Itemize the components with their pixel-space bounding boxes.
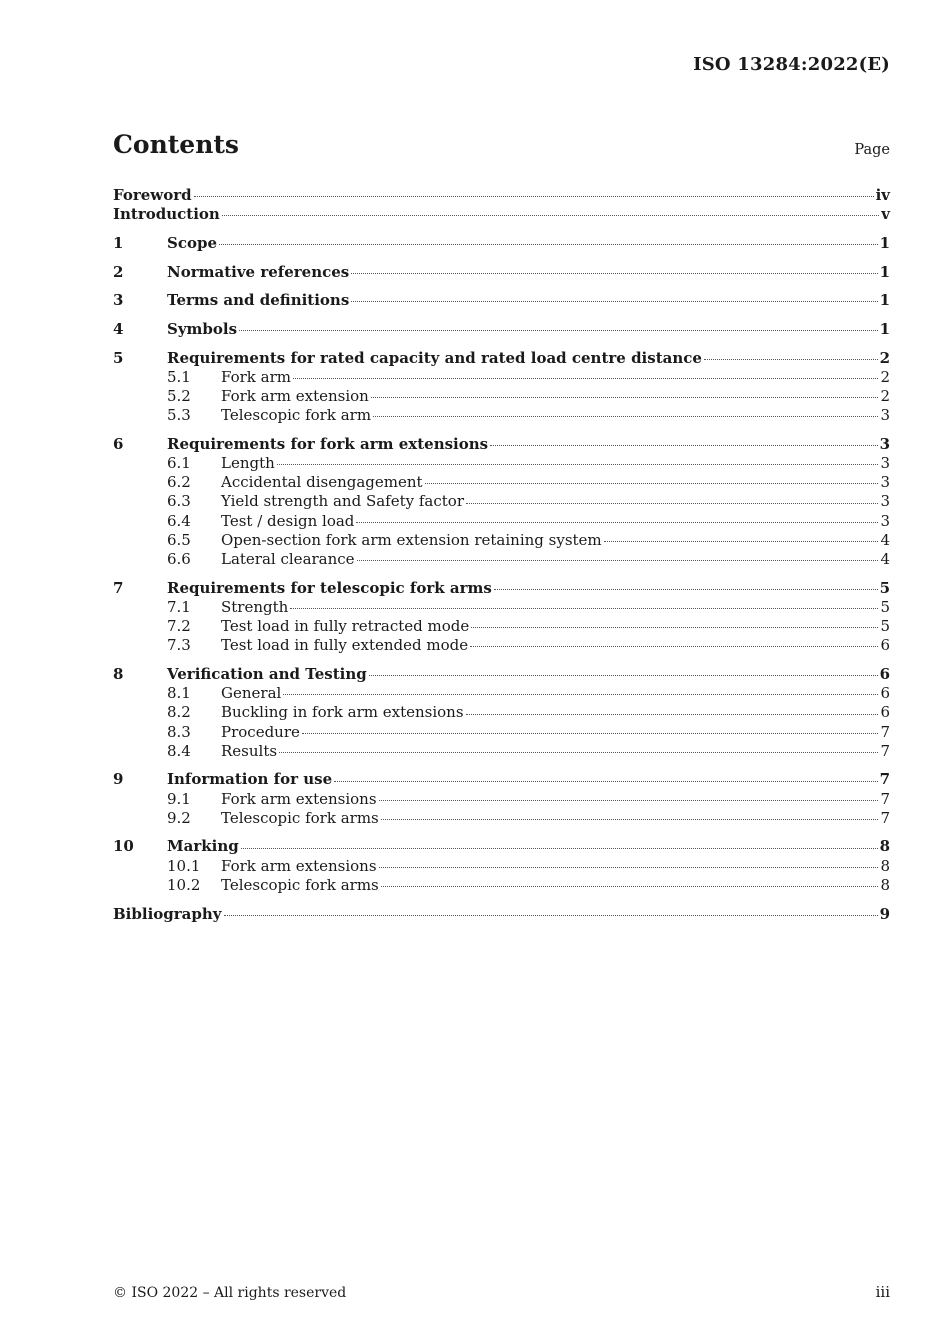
toc-entry[interactable] — [113, 742, 890, 761]
toc-entry-title[interactable]: Test load in fully retracted mode — [221, 617, 470, 636]
toc-entry-number: 8.3 — [167, 722, 191, 741]
dot-leader — [604, 540, 879, 542]
dot-leader — [369, 674, 878, 676]
dot-leader — [279, 751, 878, 753]
page-column-label: Page — [854, 142, 890, 158]
toc-entry-page[interactable]: 2 — [879, 348, 890, 367]
toc-entry-number: 5.2 — [167, 387, 191, 405]
toc-entry-title[interactable]: Test load in fully extended mode — [221, 636, 469, 655]
toc-entry-title[interactable]: Fork arm extensions — [221, 789, 377, 808]
toc-entry[interactable] — [113, 837, 890, 856]
toc-entry-page[interactable]: 8 — [880, 875, 890, 894]
toc-entry[interactable] — [113, 703, 890, 722]
toc-entry-title[interactable]: Requirements for telescopic fork arms — [167, 578, 492, 597]
dot-leader — [470, 645, 878, 647]
dot-leader — [290, 607, 878, 609]
toc-entry-number: 9 — [113, 770, 124, 789]
toc-entry[interactable] — [113, 492, 890, 511]
toc-entry-number: 2 — [113, 262, 124, 281]
toc-entry[interactable] — [113, 406, 890, 425]
toc-entry[interactable] — [113, 291, 890, 310]
toc-entry[interactable] — [113, 790, 890, 809]
toc-entry[interactable] — [113, 320, 890, 339]
dot-leader — [293, 377, 878, 379]
contents-title: Contents — [113, 130, 240, 159]
toc-entry[interactable] — [113, 598, 890, 617]
toc-entry-page[interactable]: 1 — [879, 233, 890, 252]
dot-leader — [241, 847, 878, 849]
toc-entry-page[interactable]: 2 — [880, 387, 890, 405]
toc-entry-page[interactable]: 3 — [880, 492, 890, 511]
toc-entry-number: 4 — [113, 319, 124, 338]
toc-entry[interactable] — [113, 770, 890, 789]
dot-leader — [490, 444, 877, 446]
toc-entry-number: 6 — [113, 434, 124, 453]
dot-leader — [222, 214, 879, 216]
toc-entry-page[interactable]: 1 — [879, 319, 890, 338]
toc-entry-title[interactable]: Marking — [167, 837, 239, 856]
toc-entry-title[interactable]: Results — [221, 741, 278, 760]
dot-leader — [194, 195, 874, 197]
toc-entry[interactable] — [113, 454, 890, 473]
toc-entry-number: 6.6 — [167, 550, 191, 568]
toc-entry-title[interactable]: Telescopic fork arms — [221, 808, 379, 827]
toc-entry-title[interactable]: General — [221, 684, 282, 703]
toc-entry[interactable] — [113, 876, 890, 895]
toc-entry-page[interactable]: 7 — [880, 808, 890, 827]
toc-entry-page[interactable]: 1 — [879, 291, 890, 310]
toc-entry-number: 7.2 — [167, 617, 191, 636]
toc-entry-number: 6.3 — [167, 492, 191, 511]
page-number: iii — [875, 1283, 890, 1301]
dot-leader — [356, 521, 878, 523]
toc-entry[interactable] — [113, 512, 890, 531]
toc-entry[interactable] — [113, 234, 890, 253]
toc-entry[interactable] — [113, 579, 890, 598]
toc-entry-title[interactable]: Test / design load — [221, 511, 355, 530]
toc-entry-page[interactable]: 4 — [880, 550, 890, 568]
toc-entry-title[interactable]: Information for use — [167, 770, 333, 789]
dot-leader — [371, 396, 879, 398]
toc-entry[interactable] — [113, 550, 890, 569]
toc-entry-title[interactable]: Requirements for rated capacity and rated load centre distance — [167, 348, 702, 367]
toc-entry-title[interactable]: Terms and definitions — [167, 291, 350, 310]
dot-leader — [494, 588, 878, 590]
toc-entry-title[interactable]: Normative references — [167, 262, 350, 281]
toc-entry-page[interactable]: 7 — [880, 722, 890, 741]
dot-leader — [239, 329, 878, 331]
dot-leader — [466, 713, 879, 715]
toc-entry-page[interactable]: 1 — [879, 262, 890, 281]
toc-entry[interactable] — [113, 636, 890, 655]
toc-entry-page[interactable]: 3 — [880, 454, 890, 473]
toc-entry-page[interactable]: 4 — [880, 530, 890, 549]
toc-entry[interactable] — [113, 263, 890, 282]
toc-entry[interactable] — [113, 205, 890, 224]
toc-entry[interactable] — [113, 387, 890, 406]
toc-entry-page[interactable]: 3 — [880, 511, 890, 530]
toc-entry-page[interactable]: 8 — [879, 837, 890, 856]
toc-entry-page[interactable]: 6 — [880, 636, 890, 655]
toc-entry[interactable] — [113, 723, 890, 742]
toc-entry[interactable] — [113, 531, 890, 550]
toc-entry-number: 3 — [113, 291, 124, 310]
toc-entry[interactable] — [113, 809, 890, 828]
toc-entry-number: 9.2 — [167, 808, 191, 827]
dot-leader — [381, 885, 879, 887]
toc-entry-title[interactable]: Buckling in fork arm extensions — [221, 703, 464, 722]
toc-entry-number: 8.4 — [167, 741, 191, 760]
dot-leader — [466, 502, 878, 504]
toc-entry-number: 8.2 — [167, 703, 191, 722]
toc-entry-title[interactable]: Foreword — [113, 186, 192, 204]
toc-entry[interactable] — [113, 186, 890, 205]
dot-leader — [302, 732, 879, 734]
toc-entry-number: 6.4 — [167, 511, 191, 530]
toc-entry-page[interactable]: 3 — [880, 406, 890, 425]
toc-entry-page[interactable]: 8 — [880, 856, 890, 875]
toc-entry-title[interactable]: Scope — [167, 233, 218, 252]
toc-entry-page[interactable]: 5 — [880, 617, 890, 636]
toc-entry-number: 5.3 — [167, 406, 191, 425]
toc-entry[interactable] — [113, 665, 890, 684]
document-id: ISO 13284:2022(E) — [693, 54, 890, 75]
dot-leader — [334, 780, 877, 782]
toc-entry-page[interactable]: 6 — [880, 703, 890, 722]
toc-entry-title[interactable]: Yield strength and Safety factor — [221, 492, 464, 511]
toc-entry-title[interactable]: Accidental disengagement — [221, 473, 423, 492]
toc-entry[interactable] — [113, 368, 890, 387]
dot-leader — [381, 818, 879, 820]
toc-entry-page[interactable]: 7 — [879, 770, 890, 789]
toc-entry-number: 7.1 — [167, 597, 191, 616]
dot-leader — [379, 866, 879, 868]
dot-leader — [283, 693, 878, 695]
toc-entry-page[interactable]: 7 — [880, 789, 890, 808]
toc-entry[interactable] — [113, 349, 890, 368]
toc-entry-page[interactable]: 9 — [879, 904, 890, 923]
toc-entry-title[interactable]: Fork arm extensions — [221, 856, 377, 875]
toc-entry-title[interactable]: Procedure — [221, 722, 300, 741]
toc-entry-page[interactable]: 5 — [879, 578, 890, 597]
toc-entry-title[interactable]: Symbols — [167, 319, 238, 338]
toc-entry-page[interactable]: 3 — [879, 434, 890, 453]
toc-entry-number: 8 — [113, 664, 124, 683]
dot-leader — [351, 272, 877, 274]
toc-entry-number: 10 — [113, 837, 134, 856]
toc-entry-number: 10.2 — [167, 875, 201, 894]
toc-entry-title[interactable]: Lateral clearance — [221, 550, 355, 568]
toc-entry[interactable] — [113, 435, 890, 454]
toc-entry-page[interactable]: 6 — [880, 684, 890, 703]
dot-leader — [373, 415, 878, 417]
toc-entry-number: 8.1 — [167, 684, 191, 703]
toc-entry-number: 6.2 — [167, 473, 191, 492]
dot-leader — [379, 799, 879, 801]
toc-entry[interactable] — [113, 473, 890, 492]
dot-leader — [425, 482, 879, 484]
toc-entry-title[interactable]: Length — [221, 454, 275, 473]
toc-entry-title[interactable]: Fork arm — [221, 367, 291, 386]
toc-entry-number: 7 — [113, 578, 124, 597]
toc-entry-title[interactable]: Bibliography — [113, 904, 222, 923]
dot-leader — [277, 463, 879, 465]
toc-entry-title[interactable]: Verification and Testing — [167, 664, 367, 683]
dot-leader — [471, 626, 878, 628]
toc-entry-title[interactable]: Strength — [221, 597, 289, 616]
toc-entry-title[interactable]: Open-section fork arm extension retaining system — [221, 530, 602, 549]
dot-leader — [357, 559, 879, 561]
dot-leader — [219, 243, 878, 245]
toc-entry-page[interactable]: 7 — [880, 741, 890, 760]
toc-entry-title[interactable]: Fork arm extension — [221, 387, 369, 405]
dot-leader — [224, 914, 878, 916]
toc-entry-title[interactable]: Telescopic fork arm — [221, 406, 372, 425]
table-of-contents — [113, 186, 890, 924]
toc-entry-number: 6.1 — [167, 454, 191, 473]
toc-entry[interactable] — [113, 857, 890, 876]
toc-entry-number: 7.3 — [167, 636, 191, 655]
toc-entry-number: 6.5 — [167, 530, 191, 549]
toc-entry-title[interactable]: Telescopic fork arms — [221, 875, 379, 894]
toc-entry-page[interactable]: v — [881, 205, 890, 224]
toc-entry-page[interactable]: 2 — [880, 367, 890, 386]
toc-entry-title[interactable]: Requirements for fork arm extensions — [167, 434, 489, 453]
dot-leader — [704, 358, 878, 360]
toc-entry-number: 10.1 — [167, 856, 201, 875]
toc-entry-page[interactable]: 3 — [880, 473, 890, 492]
toc-entry-number: 5.1 — [167, 367, 191, 386]
copyright-notice: © ISO 2022 – All rights reserved — [113, 1285, 347, 1301]
toc-entry-page[interactable]: 5 — [880, 597, 890, 616]
toc-entry[interactable] — [113, 617, 890, 636]
toc-entry[interactable] — [113, 905, 890, 924]
toc-entry-number: 1 — [113, 233, 124, 252]
toc-entry[interactable] — [113, 684, 890, 703]
dot-leader — [351, 300, 877, 302]
toc-entry-page[interactable]: 6 — [879, 664, 890, 683]
toc-entry-number: 5 — [113, 348, 124, 367]
toc-entry-number: 9.1 — [167, 789, 191, 808]
toc-entry-page[interactable]: iv — [875, 186, 890, 204]
toc-entry-title[interactable]: Introduction — [113, 205, 220, 224]
